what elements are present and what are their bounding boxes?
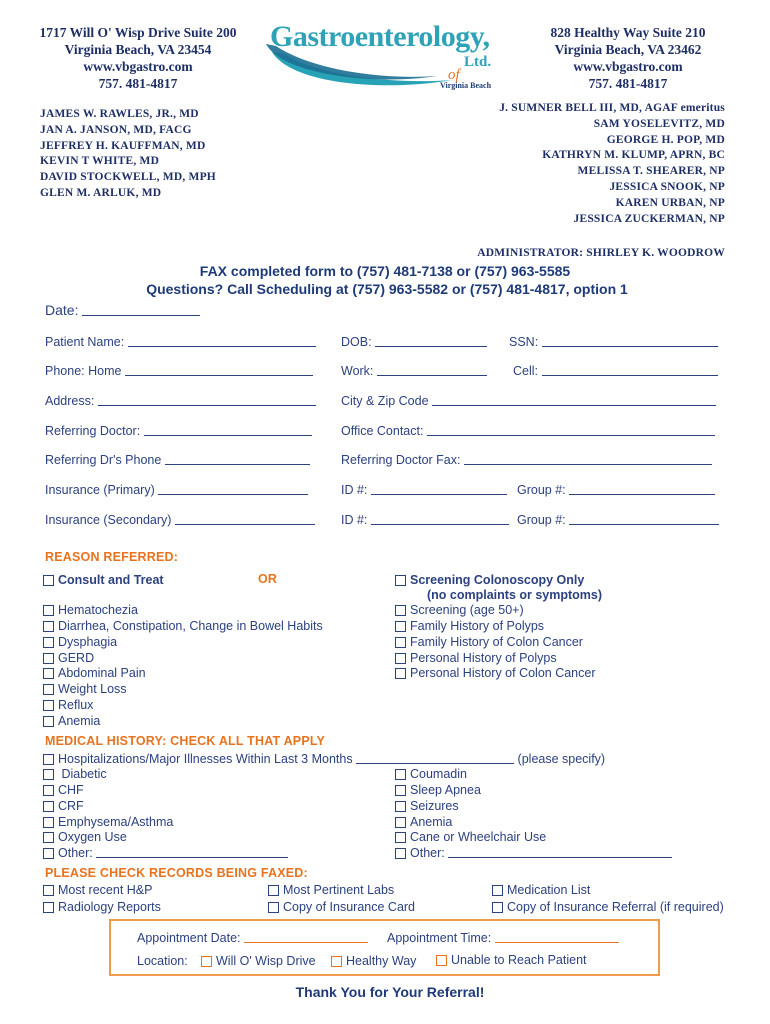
- history-label: Other:: [58, 846, 93, 860]
- thank-you-footer: Thank You for Your Referral!: [295, 984, 485, 1000]
- doctor-name: GLEN M. ARLUK, MD: [40, 186, 162, 199]
- work-phone-field[interactable]: [341, 363, 487, 378]
- referring-fax-field[interactable]: [341, 452, 712, 467]
- doctor-name: JAN A. JANSON, MD, FACG: [40, 123, 192, 136]
- history-label: Cane or Wheelchair Use: [410, 830, 547, 844]
- history-other-checkbox[interactable]: [395, 845, 672, 861]
- logo-of: of: [448, 67, 460, 83]
- ssn-field[interactable]: [509, 334, 718, 349]
- left-office-address: [28, 24, 248, 92]
- records-label: Most recent H&P: [58, 883, 153, 897]
- history-checkbox[interactable]: [395, 798, 459, 814]
- reason-label: Personal History of Colon Cancer: [410, 666, 596, 680]
- doctor-name: KAREN URBAN, NP: [615, 196, 725, 209]
- reason-label: Personal History of Polyps: [410, 651, 557, 665]
- records-checkbox[interactable]: [268, 899, 415, 915]
- reason-checkbox[interactable]: [395, 650, 557, 666]
- reason-label: Dysphagia: [58, 635, 118, 649]
- id-primary-field[interactable]: [341, 482, 507, 497]
- address-field[interactable]: [45, 393, 316, 408]
- reason-checkbox[interactable]: [43, 618, 323, 634]
- checkbox-icon: [395, 653, 406, 664]
- records-label: Radiology Reports: [58, 900, 161, 914]
- id-primary-label: ID #:: [341, 483, 368, 497]
- history-checkbox[interactable]: [43, 766, 107, 782]
- checkbox-icon: [268, 902, 279, 913]
- reason-checkbox[interactable]: [395, 602, 524, 618]
- checkbox-icon: [43, 575, 54, 586]
- patient-name-label: Patient Name:: [45, 335, 125, 349]
- records-checkbox[interactable]: [492, 882, 590, 898]
- referring-doctor-field[interactable]: [45, 423, 312, 438]
- unable-to-reach-checkbox[interactable]: [436, 952, 587, 968]
- history-checkbox[interactable]: [395, 814, 452, 830]
- reason-checkbox[interactable]: [395, 665, 596, 681]
- doctor-name: KATHRYN M. KLUMP, APRN, BC: [542, 149, 725, 162]
- reason-label: Anemia: [58, 714, 101, 728]
- history-checkbox[interactable]: [395, 782, 481, 798]
- checkbox-icon: [43, 621, 54, 632]
- phone-home-field[interactable]: [45, 363, 313, 378]
- referring-fax-label: Referring Doctor Fax:: [341, 453, 461, 467]
- group-primary-label: Group #:: [517, 483, 566, 497]
- history-checkbox[interactable]: [395, 766, 467, 782]
- checkbox-icon: [395, 575, 406, 586]
- or-label: OR: [258, 572, 278, 586]
- history-checkbox[interactable]: [395, 829, 546, 845]
- checkbox-icon: [201, 956, 212, 967]
- cell-phone-field[interactable]: [513, 363, 718, 378]
- reason-label: Reflux: [58, 698, 94, 712]
- medical-history-heading: MEDICAL HISTORY: CHECK ALL THAT APPLY: [45, 734, 326, 748]
- records-label: Copy of Insurance Card: [283, 900, 416, 914]
- checkbox-icon: [268, 885, 279, 896]
- right-office-phone: 757. 481-4817: [588, 76, 668, 91]
- questions-line: Questions? Call Scheduling at (757) 963-5582 or (757) 481-4817, option 1: [146, 281, 628, 297]
- checkbox-icon: [43, 637, 54, 648]
- doctor-name: SAM YOSELEVITZ, MD: [593, 117, 725, 130]
- left-office-web: www.vbgastro.com: [83, 59, 193, 74]
- location-option-label: Healthy Way: [346, 954, 417, 968]
- reason-label: Diarrhea, Constipation, Change in Bowel Habits: [58, 619, 323, 633]
- reason-checkbox[interactable]: [43, 697, 93, 713]
- checkbox-icon: [43, 605, 54, 616]
- right-doctor-list: [499, 101, 725, 227]
- appointment-time-label: Appointment Time:: [387, 931, 492, 945]
- insurance-secondary-field[interactable]: [45, 512, 315, 527]
- id-secondary-label: ID #:: [341, 513, 368, 527]
- reason-checkbox[interactable]: [395, 618, 544, 634]
- checkbox-icon: [395, 637, 406, 648]
- checkbox-icon: [395, 801, 406, 812]
- reason-checkbox[interactable]: [43, 665, 146, 681]
- doctor-name: MELISSA T. SHEARER, NP: [577, 165, 725, 178]
- screening-colonoscopy-label: Screening Colonoscopy Only: [410, 573, 585, 587]
- cell-label: Cell:: [513, 364, 539, 378]
- location-option-label: Unable to Reach Patient: [451, 953, 587, 967]
- checkbox-icon: [43, 785, 54, 796]
- referring-phone-field[interactable]: [45, 452, 310, 467]
- fax-instructions: FAX completed form to (757) 481-7138 or (757) 963-5585: [199, 263, 571, 279]
- appointment-time-field[interactable]: [387, 930, 619, 946]
- records-heading: PLEASE CHECK RECORDS BEING FAXED:: [45, 866, 308, 880]
- location-healthy-way-checkbox[interactable]: [331, 953, 416, 969]
- checkbox-icon: [395, 817, 406, 828]
- reason-label: Hematochezia: [58, 603, 138, 617]
- referring-doctor-label: Referring Doctor:: [45, 424, 141, 438]
- right-office-street: 828 Healthy Way Suite 210: [550, 25, 706, 40]
- doctor-name: JESSICA ZUCKERMAN, NP: [573, 212, 725, 225]
- checkbox-icon: [43, 817, 54, 828]
- consult-treat-label: Consult and Treat: [58, 573, 164, 587]
- records-checkbox[interactable]: [43, 882, 152, 898]
- checkbox-icon: [43, 769, 54, 780]
- dob-field[interactable]: [341, 334, 487, 349]
- city-zip-label: City & Zip Code: [341, 394, 429, 408]
- checkbox-icon: [331, 956, 342, 967]
- history-checkbox[interactable]: [43, 814, 173, 830]
- id-secondary-field[interactable]: [341, 512, 509, 527]
- checkbox-icon: [395, 605, 406, 616]
- records-checkbox[interactable]: [268, 882, 394, 898]
- please-specify-label: (please specify): [517, 752, 606, 766]
- consult-treat-checkbox[interactable]: [43, 572, 164, 588]
- records-label: Copy of Insurance Referral (if required): [507, 900, 724, 914]
- appointment-date-field[interactable]: [137, 930, 368, 946]
- office-contact-field[interactable]: [341, 423, 715, 438]
- practice-logo: [262, 14, 506, 94]
- office-contact-label: Office Contact:: [341, 424, 424, 438]
- reason-checkbox[interactable]: [395, 634, 583, 650]
- reason-checkbox[interactable]: [43, 634, 117, 650]
- date-label: Date:: [45, 302, 79, 318]
- checkbox-icon: [43, 832, 54, 843]
- work-label: Work:: [341, 364, 374, 378]
- reason-checkbox[interactable]: [43, 713, 100, 729]
- history-label: Oxygen Use: [58, 830, 127, 844]
- left-office-city: Virginia Beach, VA 23454: [64, 42, 212, 57]
- records-label: Most Pertinent Labs: [283, 883, 395, 897]
- history-label: Anemia: [410, 815, 453, 829]
- reason-label: Family History of Colon Cancer: [410, 635, 583, 649]
- right-office-address: [518, 24, 738, 92]
- reason-label: Family History of Polyps: [410, 619, 545, 633]
- records-label: Medication List: [507, 883, 591, 897]
- location-will-o-wisp-checkbox[interactable]: [201, 953, 316, 969]
- screening-subtitle: (no complaints or symptoms): [427, 588, 603, 602]
- left-office-phone: 757. 481-4817: [98, 76, 178, 91]
- group-primary-field[interactable]: [517, 482, 715, 497]
- group-secondary-field[interactable]: [517, 512, 719, 527]
- doctor-name: KEVIN T WHITE, MD: [40, 155, 160, 168]
- reason-label: Screening (age 50+): [410, 603, 524, 617]
- reason-referred-heading: REASON REFERRED:: [45, 550, 179, 564]
- history-label: CHF: [58, 783, 84, 797]
- reason-label: Weight Loss: [58, 682, 127, 696]
- doctor-name: JAMES W. RAWLES, JR., MD: [40, 108, 199, 120]
- history-other-checkbox[interactable]: [43, 845, 288, 861]
- doctor-name: JESSICA SNOOK, NP: [609, 180, 725, 193]
- logo-place: Virginia Beach: [440, 81, 492, 90]
- history-label: Emphysema/Asthma: [58, 815, 174, 829]
- checkbox-icon: [395, 832, 406, 843]
- history-checkbox[interactable]: [43, 798, 84, 814]
- phone-home-label: Phone: Home: [45, 364, 122, 378]
- checkbox-icon: [395, 785, 406, 796]
- checkbox-icon: [395, 621, 406, 632]
- logo-title: Gastroenterology,: [270, 20, 490, 53]
- reason-checkbox[interactable]: [43, 681, 127, 697]
- checkbox-icon: [43, 700, 54, 711]
- hospitalizations-checkbox[interactable]: [43, 751, 605, 767]
- right-office-city: Virginia Beach, VA 23462: [554, 42, 702, 57]
- checkbox-icon: [436, 955, 447, 966]
- group-secondary-label: Group #:: [517, 513, 566, 527]
- checkbox-icon: [43, 684, 54, 695]
- checkbox-icon: [395, 668, 406, 679]
- doctor-name: GEORGE H. POP, MD: [606, 133, 725, 146]
- checkbox-icon: [43, 902, 54, 913]
- checkbox-icon: [43, 668, 54, 679]
- appointment-date-label: Appointment Date:: [137, 931, 241, 945]
- address-label: Address:: [45, 394, 95, 408]
- checkbox-icon: [43, 716, 54, 727]
- date-field[interactable]: [45, 302, 200, 318]
- checkbox-icon: [492, 885, 503, 896]
- reason-label: Abdominal Pain: [58, 666, 146, 680]
- ssn-label: SSN:: [509, 335, 539, 349]
- checkbox-icon: [43, 801, 54, 812]
- patient-name-field[interactable]: [45, 334, 316, 349]
- insurance-primary-field[interactable]: [45, 482, 308, 497]
- checkbox-icon: [43, 885, 54, 896]
- doctor-name: J. SUMNER BELL III, MD, AGAF emeritus: [499, 102, 725, 114]
- checkbox-icon: [43, 653, 54, 664]
- logo-ltd: Ltd.: [464, 54, 492, 70]
- records-checkbox[interactable]: [43, 899, 161, 915]
- reason-label: GERD: [58, 651, 95, 665]
- reason-checkbox[interactable]: [43, 650, 94, 666]
- history-label: Sleep Apnea: [410, 783, 481, 797]
- checkbox-icon: [395, 848, 406, 859]
- records-checkbox[interactable]: [492, 899, 724, 915]
- referring-phone-label: Referring Dr's Phone: [45, 453, 162, 467]
- hospitalizations-label: Hospitalizations/Major Illnesses Within Last 3 Months: [58, 752, 353, 766]
- history-label: CRF: [58, 799, 84, 813]
- right-office-web: www.vbgastro.com: [573, 59, 683, 74]
- reason-checkbox[interactable]: [43, 602, 138, 618]
- left-doctor-list: [40, 107, 216, 202]
- doctor-name: DAVID STOCKWELL, MD, MPH: [40, 171, 216, 184]
- administrator: ADMINISTRATOR: SHIRLEY K. WOODROW: [477, 247, 725, 259]
- checkbox-icon: [395, 769, 406, 780]
- location-label: Location:: [137, 954, 188, 968]
- history-checkbox[interactable]: [43, 782, 84, 798]
- history-label: Diabetic: [58, 767, 107, 781]
- history-label: Seizures: [410, 799, 459, 813]
- history-checkbox[interactable]: [43, 829, 127, 845]
- checkbox-icon: [43, 754, 54, 765]
- history-label: Coumadin: [410, 767, 467, 781]
- history-label: Other:: [410, 846, 445, 860]
- location-option-label: Will O' Wisp Drive: [216, 954, 316, 968]
- insurance-secondary-label: Insurance (Secondary): [45, 513, 172, 527]
- screening-colonoscopy-checkbox[interactable]: [395, 572, 584, 588]
- checkbox-icon: [43, 848, 54, 859]
- insurance-primary-label: Insurance (Primary): [45, 483, 155, 497]
- doctor-name: JEFFREY H. KAUFFMAN, MD: [40, 139, 206, 152]
- dob-label: DOB:: [341, 335, 372, 349]
- checkbox-icon: [492, 902, 503, 913]
- left-office-street: 1717 Will O' Wisp Drive Suite 200: [39, 25, 237, 40]
- city-zip-field[interactable]: [341, 393, 716, 408]
